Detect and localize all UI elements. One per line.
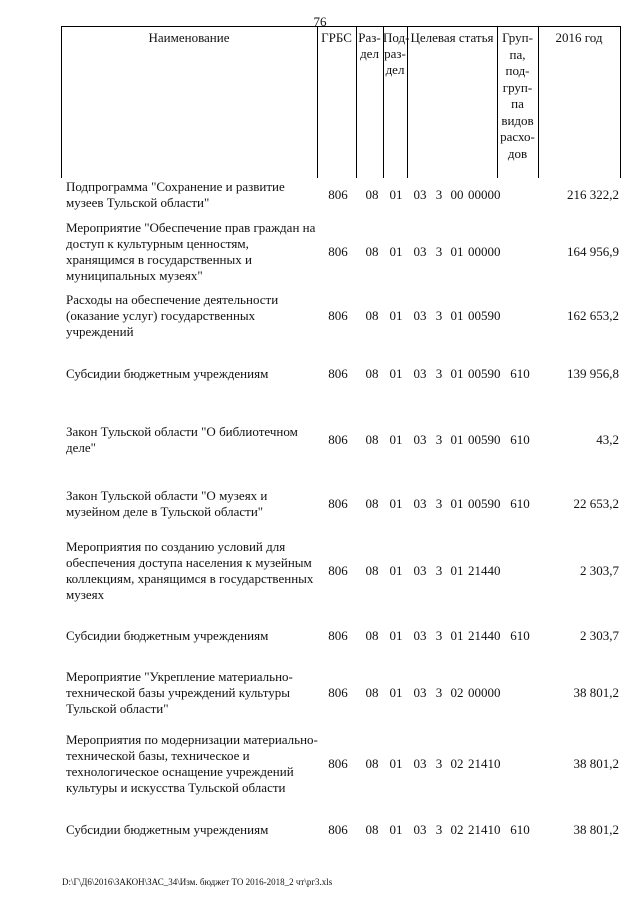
row-target-program: 03	[413, 822, 427, 837]
row-podrazdel: 01	[389, 685, 403, 700]
row-razdel: 08	[365, 244, 379, 259]
row-grbs: 806	[328, 628, 348, 643]
row-razdel: 08	[365, 432, 379, 447]
header-razdel: Раз- дел	[358, 30, 381, 61]
row-target-subprogram: 3	[435, 756, 443, 771]
row-expense-group: 610	[510, 432, 530, 447]
table-row	[0, 669, 640, 717]
page-number: 76	[313, 14, 327, 29]
row-razdel: 08	[365, 187, 379, 202]
row-target-subprogram: 3	[435, 822, 443, 837]
row-name: Мероприятия по созданию условий для обеспечения доступа населения к музейным коллекциям, хранящимся в государственных музеях	[66, 539, 314, 602]
row-grbs: 806	[328, 187, 348, 202]
row-target-direction: 21440	[468, 628, 501, 643]
row-target-direction: 00000	[468, 244, 501, 259]
header-year: 2016 год	[555, 30, 603, 45]
row-podrazdel: 01	[389, 756, 403, 771]
row-target-event: 02	[450, 685, 464, 700]
row-target-program: 03	[413, 563, 427, 578]
row-name: Подпрограмма "Сохранение и развитие музеев Тульской области"	[66, 179, 285, 210]
row-razdel: 08	[365, 308, 379, 323]
file-path-footer: D:\Г\Д6\2016\ЗАКОН\ЗАС_34\Изм. бюджет ТО 2016-2018_2 чт\рг3.xls	[62, 877, 333, 887]
row-podrazdel: 01	[389, 187, 403, 202]
row-podrazdel: 01	[389, 244, 403, 259]
row-razdel: 08	[365, 628, 379, 643]
row-target-program: 03	[413, 244, 427, 259]
row-grbs: 806	[328, 822, 348, 837]
header-grbs: ГРБС	[321, 30, 352, 45]
row-target-program: 03	[413, 187, 427, 202]
row-grbs: 806	[328, 756, 348, 771]
row-amount: 2 303,7	[580, 563, 619, 578]
row-podrazdel: 01	[389, 308, 403, 323]
row-target-direction: 21440	[468, 563, 501, 578]
row-target-event: 01	[450, 432, 464, 447]
row-expense-group: 610	[510, 366, 530, 381]
table-row	[0, 628, 640, 644]
table-row	[0, 539, 640, 603]
row-name: Мероприятия по модернизации материально- технической базы, техническое и технологическое оснащение учреждений культуры и искусства Тульской области	[66, 732, 318, 795]
row-target-program: 03	[413, 756, 427, 771]
row-amount: 38 801,2	[573, 756, 619, 771]
table-header	[61, 26, 621, 178]
row-name: Закон Тульской области "О библиотечном деле"	[66, 424, 298, 455]
header-name: Наименование	[148, 30, 230, 45]
row-target-event: 02	[450, 756, 464, 771]
row-grbs: 806	[328, 496, 348, 511]
row-target-event: 00	[450, 187, 464, 202]
row-name: Мероприятие "Обеспечение прав граждан на доступ к культурным ценностям, хранящимся в государственных и муниципальных музеях"	[66, 220, 316, 283]
row-target-direction: 00590	[468, 496, 501, 511]
row-target-direction: 00000	[468, 187, 501, 202]
row-target-subprogram: 3	[435, 685, 443, 700]
table-row	[0, 488, 640, 520]
row-target-direction: 00590	[468, 366, 501, 381]
table-row	[0, 292, 640, 340]
row-target-event: 01	[450, 628, 464, 643]
row-expense-group: 610	[510, 496, 530, 511]
row-target-subprogram: 3	[435, 187, 443, 202]
table-row	[0, 732, 640, 796]
row-target-subprogram: 3	[435, 308, 443, 323]
row-podrazdel: 01	[389, 432, 403, 447]
row-target-subprogram: 3	[435, 563, 443, 578]
row-grbs: 806	[328, 308, 348, 323]
row-grbs: 806	[328, 244, 348, 259]
row-target-subprogram: 3	[435, 628, 443, 643]
row-amount: 22 653,2	[573, 496, 619, 511]
row-amount: 139 956,8	[567, 366, 619, 381]
header-top-border	[61, 26, 621, 27]
table-row	[0, 424, 640, 456]
header-podrazdel: Под- раз- дел	[383, 30, 410, 77]
row-razdel: 08	[365, 756, 379, 771]
row-amount: 43,2	[596, 432, 619, 447]
table-row	[0, 220, 640, 284]
row-target-subprogram: 3	[435, 432, 443, 447]
row-expense-group: 610	[510, 628, 530, 643]
table-row	[0, 179, 640, 211]
row-target-direction: 21410	[468, 756, 501, 771]
row-name: Субсидии бюджетным учреждениям	[66, 366, 269, 381]
row-name: Расходы на обеспечение деятельности (оказание услуг) государственных учреждений	[66, 292, 279, 339]
row-target-event: 01	[450, 563, 464, 578]
row-target-program: 03	[413, 685, 427, 700]
row-amount: 38 801,2	[573, 822, 619, 837]
row-name: Субсидии бюджетным учреждениям	[66, 822, 269, 837]
row-target-program: 03	[413, 366, 427, 381]
row-razdel: 08	[365, 685, 379, 700]
row-grbs: 806	[328, 685, 348, 700]
row-razdel: 08	[365, 822, 379, 837]
row-name: Субсидии бюджетным учреждениям	[66, 628, 269, 643]
row-grbs: 806	[328, 563, 348, 578]
row-podrazdel: 01	[389, 822, 403, 837]
row-target-event: 02	[450, 822, 464, 837]
row-target-subprogram: 3	[435, 496, 443, 511]
row-name: Мероприятие "Укрепление материально- технической базы учреждений культуры Тульской области"	[66, 669, 293, 716]
row-razdel: 08	[365, 366, 379, 381]
row-target-program: 03	[413, 308, 427, 323]
row-target-direction: 21410	[468, 822, 501, 837]
row-target-direction: 00590	[468, 432, 501, 447]
row-podrazdel: 01	[389, 563, 403, 578]
row-target-event: 01	[450, 308, 464, 323]
row-target-event: 01	[450, 244, 464, 259]
row-podrazdel: 01	[389, 366, 403, 381]
row-podrazdel: 01	[389, 496, 403, 511]
row-name: Закон Тульской области "О музеях и музейном деле в Тульской области"	[66, 488, 268, 519]
row-target-direction: 00000	[468, 685, 501, 700]
row-target-program: 03	[413, 496, 427, 511]
row-amount: 38 801,2	[573, 685, 619, 700]
row-amount: 216 322,2	[567, 187, 619, 202]
table-row	[0, 366, 640, 382]
row-target-subprogram: 3	[435, 244, 443, 259]
row-target-program: 03	[413, 628, 427, 643]
table-row	[0, 822, 640, 838]
row-amount: 2 303,7	[580, 628, 619, 643]
row-expense-group: 610	[510, 822, 530, 837]
row-target-event: 01	[450, 496, 464, 511]
row-grbs: 806	[328, 432, 348, 447]
row-razdel: 08	[365, 496, 379, 511]
row-target-subprogram: 3	[435, 366, 443, 381]
row-amount: 164 956,9	[567, 244, 619, 259]
row-target-program: 03	[413, 432, 427, 447]
row-amount: 162 653,2	[567, 308, 619, 323]
header-target: Целевая статья	[410, 30, 494, 45]
row-grbs: 806	[328, 366, 348, 381]
row-target-direction: 00590	[468, 308, 501, 323]
row-podrazdel: 01	[389, 628, 403, 643]
row-razdel: 08	[365, 563, 379, 578]
header-group: Груп- па, под- груп- па видов расхо- дов	[500, 30, 535, 161]
row-target-event: 01	[450, 366, 464, 381]
